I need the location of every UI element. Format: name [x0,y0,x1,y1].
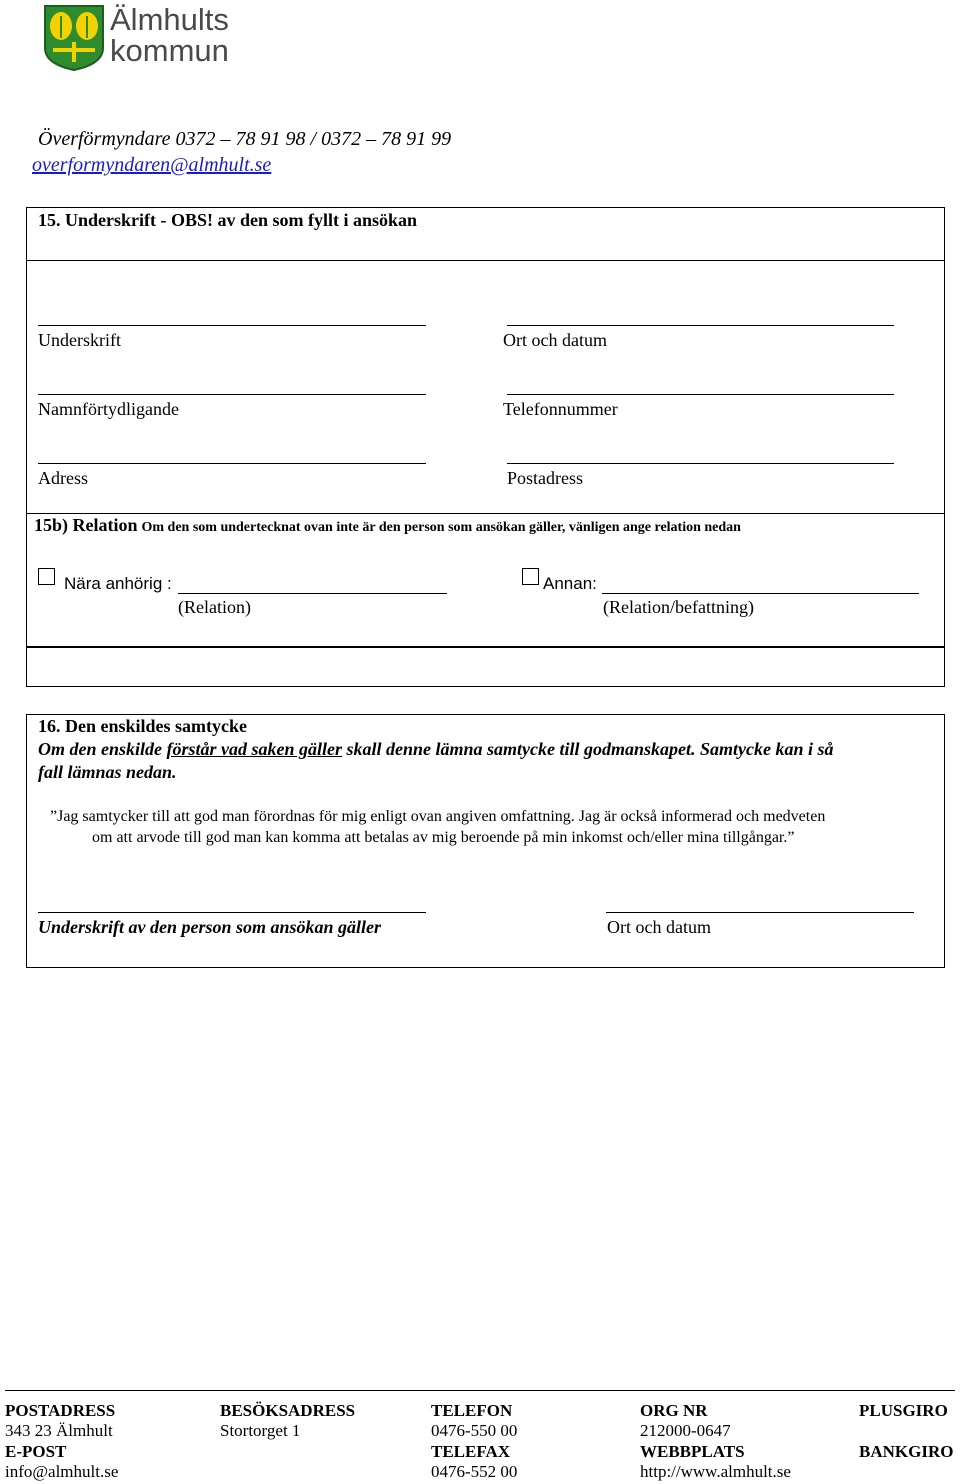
section-15-title: 15. Underskrift - OBS! av den som fyllt i ansökan [38,210,418,230]
consent-text-1: ”Jag samtycker till att god man förordnas för mig enligt ovan angiven omfattning. Jag är också informerad och medveten [50,808,826,825]
place-date-line[interactable] [507,325,894,326]
name-clarification-line[interactable] [38,394,426,395]
footer-web-value[interactable]: http://www.almhult.se [640,1462,791,1481]
postal-address-label: Postadress [507,468,583,488]
section-15-title-divider [26,260,945,261]
section-16-title: 16. Den enskildes samtycke [38,716,248,736]
intro-text-2: skall denne lämna samtycke till godmanskapet. Samtycke kan i så [342,739,834,759]
footer-email-value[interactable]: info@almhult.se [5,1462,119,1481]
consent-text-2: om att arvode till god man kan komma att betalas av mig beroende på min inkomst och/eller mina tillgångar.” [92,829,795,846]
relative-input-line[interactable] [178,593,447,594]
section-16-intro-line2: fall lämnas nedan. [38,762,177,782]
relative-checkbox[interactable] [38,568,55,585]
relative-sub-label: (Relation) [178,597,251,617]
footer-visit-heading: BESÖKSADRESS [220,1401,356,1420]
phone-line[interactable] [507,394,894,395]
section-16-intro [38,739,834,760]
footer-rule [5,1390,955,1391]
intro-underlined: förstår vad saken gäller [166,739,342,759]
empty-row-box [26,647,945,687]
logo-text-line1: Älmhults [110,2,229,37]
phone-label: Telefonnummer [503,399,618,419]
municipality-logo [43,4,105,72]
footer-postadress-heading: POSTADRESS [5,1401,116,1420]
contact-phone: Överförmyndare 0372 – 78 91 98 / 0372 – 78 91 99 [38,128,452,150]
consent-place-date-line[interactable] [606,912,914,913]
relative-option-label: Nära anhörig : [64,574,172,593]
footer-fax-heading: TELEFAX [431,1442,511,1461]
consent-signature-line[interactable] [38,912,426,913]
signature-label: Underskrift [38,330,121,350]
footer-plusgiro-heading: PLUSGIRO [859,1401,948,1420]
address-line[interactable] [38,463,426,464]
postal-address-line[interactable] [507,463,894,464]
footer-phone-value: 0476-550 00 [431,1421,518,1440]
logo-text-line2: kommun [110,33,229,68]
signature-line[interactable] [38,325,426,326]
footer-postadress-value: 343 23 Älmhult [5,1421,113,1440]
logo-wordmark [110,4,229,66]
other-input-line[interactable] [602,593,919,594]
section-15b-description: Om den som undertecknat ovan inte är den person som ansökan gäller, vänligen ange relation nedan [141,520,741,535]
footer-visit-value: Stortorget 1 [220,1421,301,1440]
footer-orgnr-heading: ORG NR [640,1401,708,1420]
section-15b-title: 15b) Relation [34,515,138,535]
intro-text-1: Om den enskilde [38,739,167,759]
other-option-label: Annan: [543,574,597,593]
section-15b-divider [26,513,945,514]
address-label: Adress [38,468,88,488]
footer-web-heading: WEBBPLATS [640,1442,745,1461]
footer-orgnr-value: 212000-0647 [640,1421,731,1440]
footer-phone-heading: TELEFON [431,1401,513,1420]
footer [5,1401,955,1481]
footer-fax-value: 0476-552 00 [431,1462,518,1481]
other-sub-label: (Relation/befattning) [603,597,754,617]
other-checkbox[interactable] [522,568,539,585]
consent-signature-label: Underskrift av den person som ansökan gäller [38,917,382,937]
section-15b-heading [34,515,741,536]
name-clarification-label: Namnförtydligande [38,399,179,419]
contact-email-link[interactable]: overformyndaren@almhult.se [32,154,272,176]
place-date-label: Ort och datum [503,330,607,350]
footer-email-heading: E-POST [5,1442,67,1461]
footer-bankgiro-heading: BANKGIRO [859,1442,954,1461]
consent-place-date-label: Ort och datum [607,917,711,937]
